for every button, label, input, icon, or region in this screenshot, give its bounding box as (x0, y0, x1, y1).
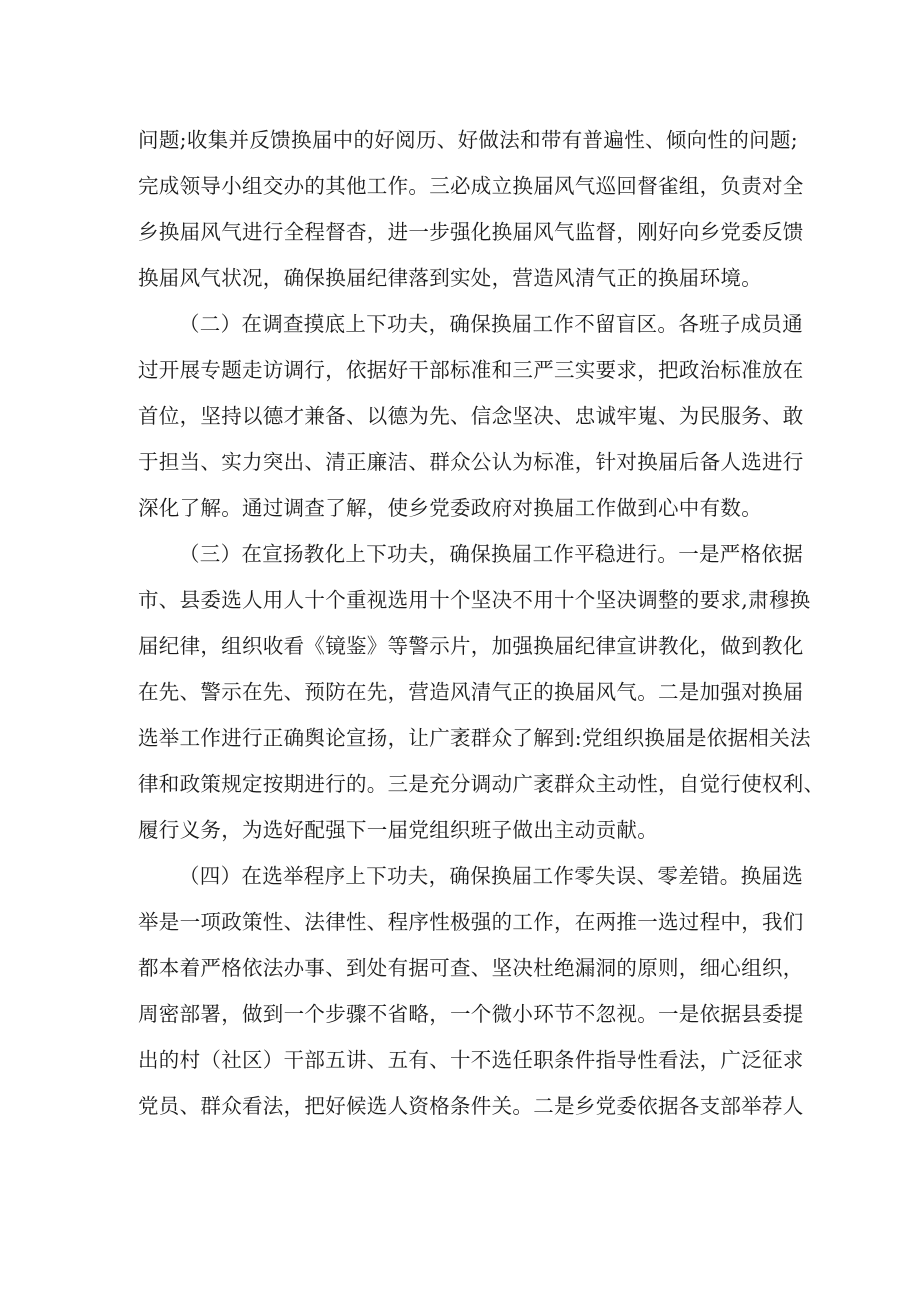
text-line: 首位，坚持以德才兼备、以德为先、信念坚决、忠诚牢嵬、为民服务、敢 (138, 404, 804, 428)
text-line: 律和政策规定按期进行的。三是充分调动广袤群众主动性，自觉行使权利、 (138, 772, 825, 796)
document-body (138, 117, 825, 1129)
text-line: 市、县委选人用人十个重视选用十个坚决不用十个坚决调整的要求,肃穆换 (138, 588, 811, 612)
text-line: 乡换届风气进行全程督杳，进一步强化换届风气监督，刚好向乡党委反馈 (138, 220, 804, 244)
text-line: 届纪律，组织收看《镜鉴》等警示片，加强换届纪律宣讲教化，做到教化 (138, 634, 804, 658)
text-line: 周密部署，做到一个步骤不省略，一个微小环节不忽视。一是依据县委提 (138, 1002, 804, 1026)
text-line: 都本着严格依法办事、到处有据可查、坚决杜绝漏洞的原则，细心组织， (138, 956, 804, 980)
text-line: 完成领导小组交办的其他工作。三必成立换届风气巡回督雀组，负责对全 (138, 174, 804, 198)
paragraph-4 (138, 853, 804, 1129)
text-line: 党员、群众看法，把好候选人资格条件关。二是乡党委依据各支部举荐人 (138, 1094, 804, 1118)
paragraph-3 (138, 531, 825, 853)
text-line: 履行义务，为选好配强下一届党组织班子做出主动贡献。 (138, 818, 658, 842)
text-line: 选举工作进行正确舆论宣扬，让广袤群众了解到:党组织换届是依据相关法 (138, 726, 811, 750)
paragraph-2 (138, 301, 804, 531)
text-line: 问题;收集并反馈换届中的好阅历、好做法和带有普遍性、倾向性的问题; (138, 128, 798, 152)
text-line: 于担当、实力突出、清正廉洁、群众公认为标准，针对换届后备人选进行 (138, 450, 804, 474)
paragraph-1 (138, 117, 804, 301)
text-line: （四）在选举程序上下功夫，确保换届工作零失误、零差错。换届选 (179, 864, 803, 888)
text-line: （二）在调查摸底上下功夫，确保换届工作不留盲区。各班子成员通 (179, 312, 803, 336)
text-line: 深化了解。通过调查了解，使乡党委政府对换届工作做到心中有数。 (138, 496, 762, 520)
text-line: 出的村（社区）干部五讲、五有、十不选任职条件指导性看法，广泛征求 (138, 1048, 804, 1072)
text-line: 举是一项政策性、法律性、程序性极强的工作，在两推一选过程中，我们 (138, 910, 804, 934)
text-line: （三）在宣扬教化上下功夫，确保换届工作平稳进行。一是严格依据 (179, 542, 803, 566)
text-line: 在先、警示在先、预防在先，营造风清气正的换届风气。二是加强对换届 (138, 680, 804, 704)
text-line: 过开展专题走访调行，依据好干部标准和三严三实要求，把政治标准放在 (138, 358, 804, 382)
text-line: 换届风气状况，确保换届纪律落到实处，营造风清气正的换届环境。 (138, 266, 762, 290)
